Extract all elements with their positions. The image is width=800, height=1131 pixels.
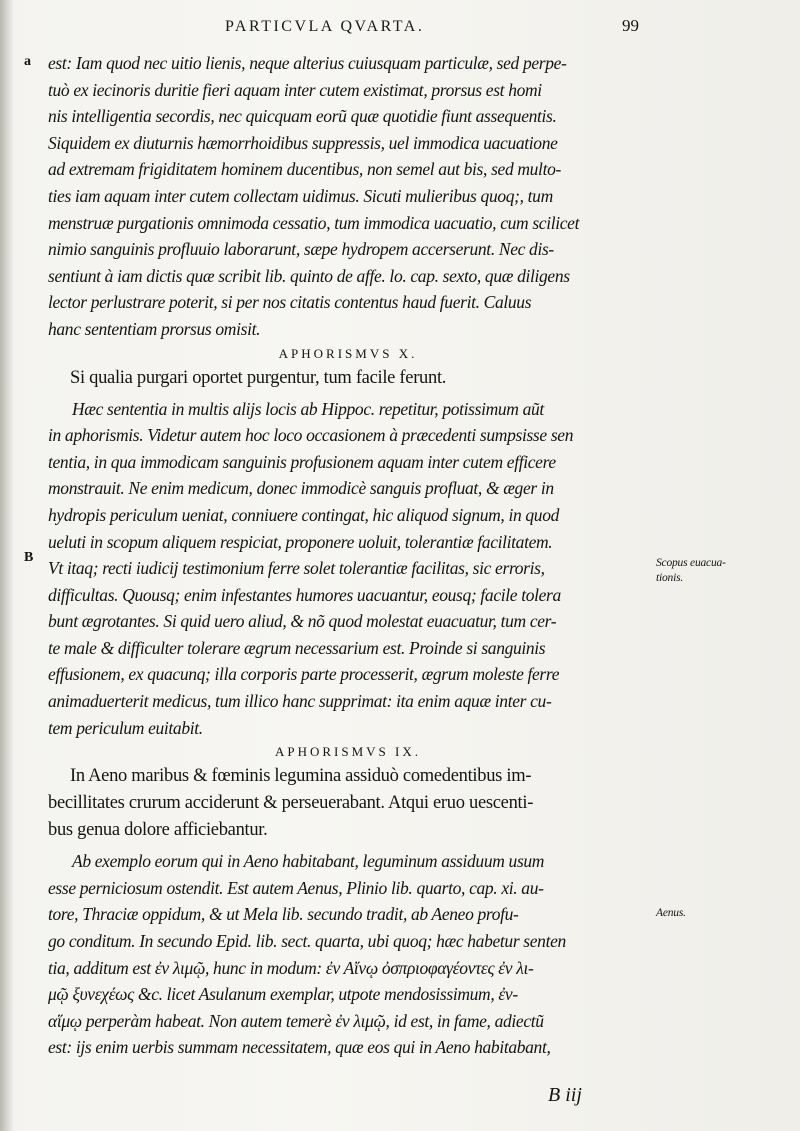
text-line: animaduerterit medicus, tum illico hanc supprimat: ita enim aquæ inter cu- — [48, 691, 552, 712]
text-line: est: ijs enim uerbis summam necessitatem, quæ eos qui in Aeno habitabant, — [48, 1037, 551, 1058]
text-line: tem periculum euitabit. — [48, 717, 203, 738]
commentary-section-3 — [48, 848, 648, 1061]
text-line: nimio sanguinis profluuio laborarunt, sæpe hydropem accerserunt. Nec dis- — [48, 239, 554, 260]
sidenote-line: Scopus euacua- — [656, 557, 726, 569]
sidenote-scopus — [656, 556, 766, 586]
text-line: Ab exemplo eorum qui in Aeno habitabant, leguminum assiduum usum — [72, 851, 545, 872]
sidenote-line: tionis. — [656, 572, 684, 584]
sidenote-aenus: Aenus. — [656, 907, 686, 919]
text-line: ueluti in scopum aliquem respiciat, proponere uoluit, tolerantiæ facilitatem. — [48, 531, 553, 552]
text-line: αἵμῳ perperàm habeat. Non autem temerè ἐν λιμῷ, id est, in fame, adiectũ — [48, 1010, 544, 1031]
text-line: nis intelligentia secordis, nec quicquam eorũ quæ quotidie fiunt assequentis. — [48, 106, 557, 127]
main-text-block — [48, 50, 648, 1061]
text-line: hanc sententiam prorsus omisit. — [48, 318, 261, 339]
text-line: te male & difficulter tolerare ægrum necessarium est. Proinde si sanguinis — [48, 637, 546, 658]
aphorism-ix-line: bus genua dolore afficiebantur. — [48, 820, 268, 841]
text-line: ties iam aquam inter cutem collectam uidimus. Sicuti mulieribus quoq;, tum — [48, 185, 553, 206]
signature-mark: B iij — [548, 1084, 582, 1106]
running-head: PARTICVLA QVARTA. — [225, 18, 425, 35]
text-line: in aphorismis. Videtur autem hoc loco occasionem à præcedenti sumpsisse sen — [48, 425, 574, 446]
aphorism-x-heading: APHORISMVS X. — [278, 345, 418, 361]
commentary-section-2 — [48, 396, 648, 742]
text-line: est: Iam quod nec uitio lienis, neque alterius cuiusquam particulæ, sed perpe- — [48, 53, 567, 73]
text-line: bunt ægrotantes. Si quid uero aliud, & nõ quod molestat euacuatur, tum cer- — [48, 611, 557, 632]
page-number: 99 — [622, 16, 639, 35]
text-line: tentia, in qua immodicam sanguinis profusionem aquam inter cutem efficere — [48, 451, 556, 472]
margin-marker-b: B — [24, 550, 34, 565]
text-line: tuò ex iecinoris duritie fieri aquam inter cutem existimat, prorsus est homi — [48, 79, 542, 100]
text-line: hydropis periculum ueniat, conniuere contingat, hic aliquod signum, in quod — [48, 504, 560, 525]
aphorism-ix-line: becillitates crurum acciderunt & perseuerabant. Atqui eruo uescenti- — [48, 793, 534, 814]
text-line: ad extremam frigiditatem hominem ducentibus, non semel aut bis, sed multo- — [48, 159, 561, 180]
text-line: Hæc sententia in multis alijs locis ab Hippoc. repetitur, potissimum aũt — [72, 398, 544, 419]
text-line: lector perlustrare poterit, si per nos citatis contentus haud fuerit. Caluus — [48, 292, 532, 313]
commentary-section-1 — [48, 50, 648, 343]
text-line: go conditum. In secundo Epid. lib. sect. quarta, ubi quoq; hæc habetur senten — [48, 931, 566, 952]
text-line: menstruæ purgationis omnimoda cessatio, tum immodica uacuatio, cum scilicet — [48, 212, 580, 233]
text-line: esse perniciosum ostendit. Est autem Aenus, Plinio lib. quarto, cap. xi. au- — [48, 877, 544, 898]
text-line: Vt itaq; recti iudicij testimonium ferre solet tolerantiæ facilitas, sic erroris, — [48, 558, 545, 579]
margin-marker-a: a — [24, 54, 31, 69]
text-line: tia, additum est ἐν λιμῷ, hunc in modum: ἐν Αἴνῳ ὀσπριοφαγέοντες ἐν λι- — [48, 957, 534, 978]
gutter-shadow — [0, 0, 14, 1131]
text-line: sentiunt à iam dictis quæ scribit lib. quinto de affe. lo. cap. sexto, quæ diligens — [48, 265, 570, 286]
page-header — [40, 12, 640, 36]
text-line: μῷ ξυνεχέως &c. licet Asulanum exemplar, utpote mendosissimum, ἐν- — [48, 984, 518, 1005]
aphorism-ix-line: In Aeno maribus & fœminis legumina assiduò comedentibus im- — [70, 766, 532, 787]
text-line: Siquidem ex diuturnis hæmorrhoidibus suppressis, uel immodica uacuatione — [48, 132, 558, 153]
text-line: difficultas. Quousq; enim infestantes humores uacuantur, eousq; facile tolera — [48, 584, 561, 605]
aphorism-x-text: Si qualia purgari oportet purgentur, tum facile ferunt. — [70, 367, 447, 388]
text-line: effusionem, ex quacunq; illa corporis parte processerit, ægrum moleste ferre — [48, 664, 560, 685]
text-line: monstrauit. Ne enim medicum, donec immodicè sanguis profluat, & æger in — [48, 478, 554, 499]
text-line: tore, Thraciæ oppidum, & ut Mela lib. secundo tradit, ab Aeneo profu- — [48, 904, 519, 925]
aphorism-ix-heading: APHORISMVS IX. — [274, 744, 422, 760]
